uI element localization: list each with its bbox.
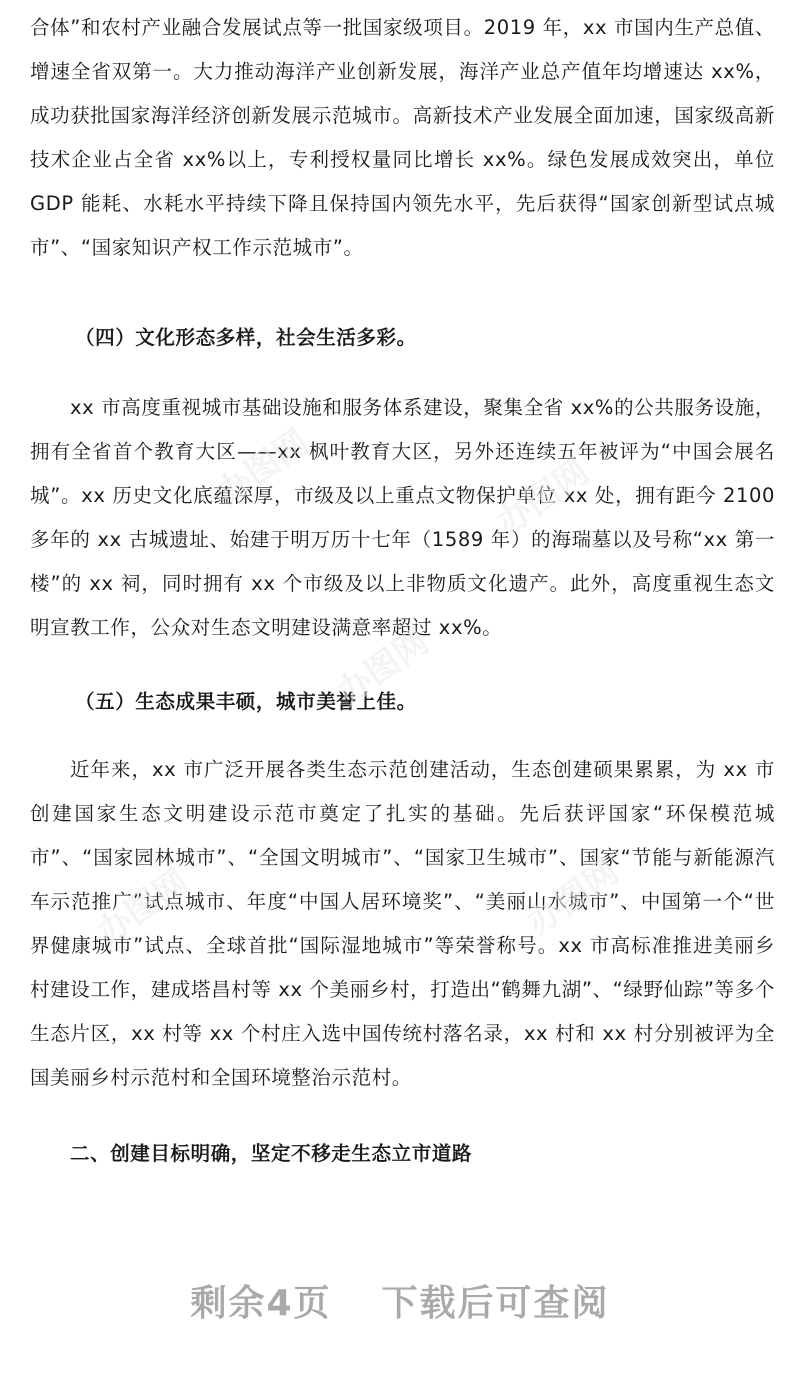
watermark-logo: 办图网 <box>489 451 597 544</box>
watermark-logo: 办图网 <box>519 851 627 944</box>
watermark-logo: 办图网 <box>209 421 317 514</box>
download-to-view-label: 下载后可查阅 <box>381 1283 610 1324</box>
section-heading: 二、创建目标明确，坚定不移走生态立市道路 <box>70 1142 473 1165</box>
remaining-pages-label: 剩余4页 <box>190 1283 332 1324</box>
paragraph-culture: xx 市高度重视城市基础设施和服务体系建设，聚集全省 xx%的公共服务设施，拥有全省首个教育大区——xx 枫叶教育大区，另外还连续五年被评为“中国会展名城”。xx 历史文化底蕴深厚，市级及以上重点文物保护单位 xx 处，拥有距今 2100 多年的 xx 古城遗址、始建于明万历十七年（1589 年）的海瑞墓以及号称“xx 第一楼”的 xx 祠，同时拥有 xx 个市级及以上非物质文化遗产。此外，高度重视生态文明宣教工作，公众对生态文明建设满意率超过 xx%。 <box>30 396 775 639</box>
paragraph-ecology: 近年来，xx 市广泛开展各类生态示范创建活动，生态创建硕果累累，为 xx 市创建国家生态文明建设示范市奠定了扎实的基础。先后获评国家“环保模范城市”、“国家园林城市”、“全国文明城市”、“国家卫生城市”、国家“节能与新能源汽车示范推广”试点城市、年度“中国人居环境奖”、“美丽山水城市”、中国第一个“世界健康城市”试点、全球首批“国际湿地城市”等荣誉称号。xx 市高标准推进美丽乡村建设工作，建成塔昌村等 xx 个美丽乡村，打造出“鹤舞九湖”、“绿野仙踪”等多个生态片区，xx 村等 xx 个村庄入选中国传统村落名录，xx 村和 xx 村分别被评为全国美丽乡村示范村和全国环境整治示范村。 <box>30 758 775 1089</box>
watermark-logo: 办图网 <box>89 861 197 954</box>
heading-ecology: （五）生态成果丰硕，城市美誉上佳。 <box>75 690 417 713</box>
watermark-logo: 办图网 <box>329 621 437 714</box>
heading-culture: （四）文化形态多样，社会生活多彩。 <box>75 326 417 349</box>
download-prompt[interactable] <box>0 1275 800 1326</box>
paragraph-economy: 合体”和农村产业融合发展试点等一批国家级项目。2019 年，xx 市国内生产总值、增速全省双第一。大力推动海洋产业创新发展，海洋产业总产值年均增速达 xx%，成功获批国家海洋经济创新发展示范城市。高新技术产业发展全面加速，国家级高新技术企业占全省 xx%以上，专利授权量同比增长 xx%。绿色发展成效突出，单位 GDP 能耗、水耗水平持续下降且保持国内领先水平，先后获得“国家创新型试点城市”、“国家知识产权工作示范城市”。 <box>30 16 775 259</box>
